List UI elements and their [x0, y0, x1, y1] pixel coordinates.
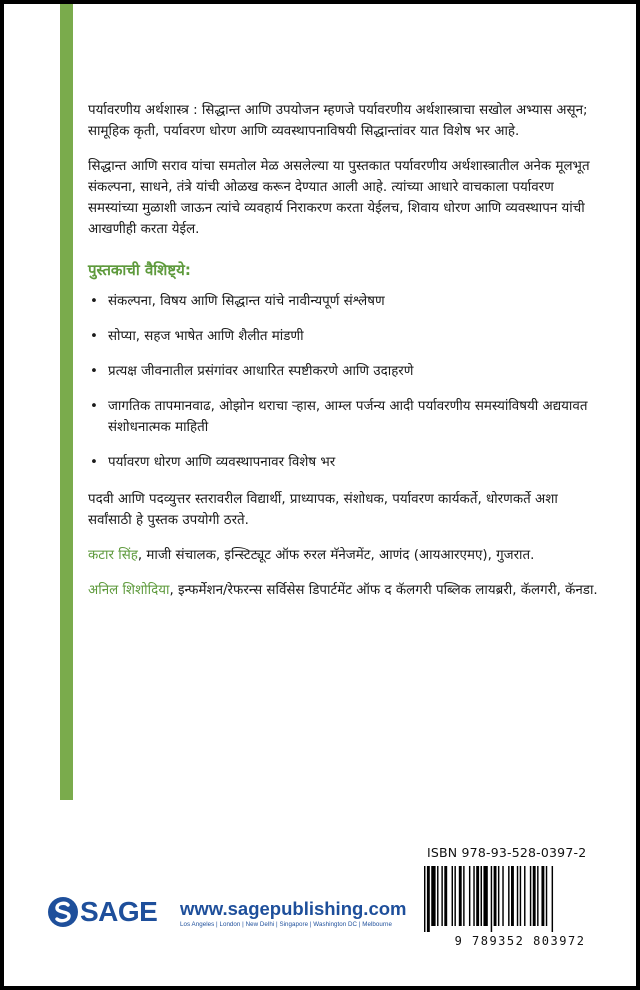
publisher-cities: Los Angeles | London | New Delhi | Singapore | Washington DC | Melbourne — [180, 921, 392, 928]
feature-item: • सोप्या, सहज भाषेत आणि शैलीत मांडणी — [88, 326, 598, 347]
barcode-bar — [483, 866, 487, 926]
feature-item: • संकल्पना, विषय आणि सिद्धान्त यांचे नावीन्यपूर्ण संश्लेषण — [88, 291, 598, 312]
barcode-bar — [444, 866, 447, 926]
barcode-bar — [502, 866, 503, 926]
feature-item: • पर्यावरण धोरण आणि व्यवस्थापनावर विशेष भर — [88, 452, 598, 473]
barcode-bar — [508, 866, 509, 926]
green-side-bar — [60, 4, 73, 800]
author-2-bio: , इन्फर्मेशन/रेफरन्स सर्विसेस डिपार्टमेंट ऑफ द कॅलगरी पब्लिक लायब्ररी, कॅलगरी, कॅनडा. — [169, 583, 598, 598]
content-area — [88, 100, 598, 615]
barcode-bar — [463, 866, 464, 926]
author-2-name: अनिल शिशोदिया — [88, 583, 170, 598]
sage-logo — [48, 896, 157, 928]
barcode-bar — [511, 866, 514, 926]
isbn-label: ISBN 978-93-528-0397-2 — [427, 845, 587, 860]
audience-paragraph: पदवी आणि पदव्युत्तर स्तरावरील विद्यार्थी, प्राध्यापक, संशोधक, पर्यावरण कार्यकर्ते, धोरणकर्ते अशा सर्वांसाठी हे पुस्तक उपयोगी ठरते. — [88, 492, 558, 528]
barcode-bar — [431, 866, 435, 926]
publisher-url[interactable]: www.sagepublishing.com — [180, 898, 407, 919]
barcode-bar — [476, 866, 479, 926]
barcode-bar — [546, 866, 547, 926]
features-title: पुस्तकाची वैशिष्ट्ये: — [88, 261, 191, 279]
barcode-bar — [491, 866, 492, 932]
barcode-bar — [524, 866, 525, 926]
barcode-bar — [454, 866, 455, 926]
barcode-bar — [441, 866, 442, 926]
sage-wordmark: SAGE — [80, 896, 158, 927]
author-1 — [88, 545, 598, 566]
barcode-bar — [452, 866, 453, 926]
back-cover — [4, 4, 636, 986]
barcode-bar — [498, 866, 499, 926]
intro-paragraph-2: सिद्धान्त आणि सराव यांचा समतोल मेळ असलेल्या या पुस्तकात पर्यावरणीय अर्थशास्त्रातील अनेक मूलभूत संकल्पना, साधने, तंत्रे यांची ओळख करून देण्यात आली आहे. त्यांच्या आधारे वाचकाला पर्यावरण समस्यांच्या मुळाशी जाऊन त्यांचे व्यवहार्य निराकरण करता येईलच, शिवाय धोरण आणि व्यवस्थापन यांची आखणीही करता येईल. — [88, 159, 590, 237]
features-list — [88, 291, 598, 473]
author-1-bio: , माजी संचालक, इन्स्टिट्यूट ऑफ रुरल मॅनेजमेंट, आणंद (आयआरएमए), गुजरात. — [137, 548, 535, 563]
barcode-bar — [427, 866, 430, 932]
barcode-bar — [473, 866, 474, 926]
sage-logo-icon — [48, 897, 78, 927]
barcode-digits: 9 789352 803972 — [454, 934, 586, 948]
author-2 — [88, 580, 598, 601]
barcode-bar — [459, 866, 462, 926]
feature-item: • प्रत्यक्ष जीवनातील प्रसंगांवर आधारित स्पष्टीकरणे आणि उदाहरणे — [88, 361, 598, 382]
feature-item: • जागतिक तापमानवाढ, ओझोन थराचा ऱ्हास, आम्ल पर्जन्य आदी पर्यावरणीय समस्यांविषयी अद्ययावत संशोधनात्मक माहिती — [88, 396, 598, 438]
barcode-bar — [494, 866, 497, 926]
barcode-bar — [530, 866, 531, 926]
barcode-bar — [517, 866, 518, 926]
barcode-bar — [520, 866, 521, 926]
barcode-bar — [437, 866, 438, 926]
barcode-bar — [469, 866, 470, 926]
barcode-bar — [552, 866, 553, 932]
barcode-bar — [537, 866, 538, 926]
barcode-bar — [424, 866, 425, 932]
barcode-bar — [533, 866, 536, 926]
isbn-barcode — [422, 866, 618, 932]
barcode-bar — [481, 866, 482, 926]
intro-paragraph-1: पर्यावरणीय अर्थशास्त्र : सिद्धान्त आणि उपयोजन म्हणजे पर्यावरणीय अर्थशास्त्राचा सखोल अभ्यास असून; सामूहिक कृती, पर्यावरण धोरण आणि व्यवस्थापनाविषयी सिद्धान्तांवर यात विशेष भर आहे. — [88, 103, 588, 139]
author-1-name: कटार सिंह — [88, 548, 138, 563]
barcode-bar — [541, 866, 544, 926]
